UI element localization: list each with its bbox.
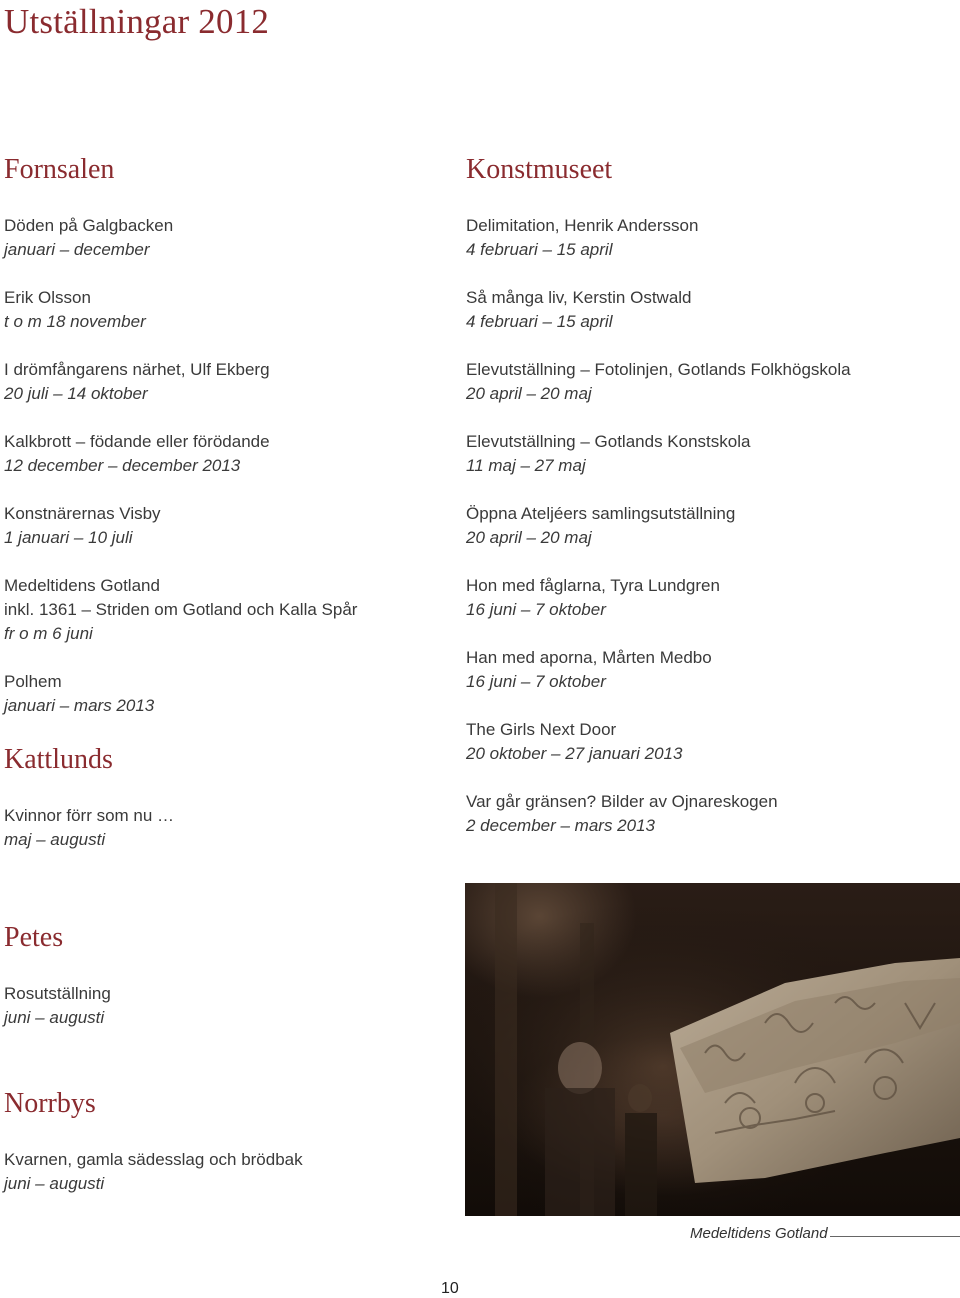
list-item [4, 286, 444, 334]
exhibition-date: juni – augusti [4, 1008, 105, 1027]
list-item [466, 646, 946, 694]
list-item [4, 804, 444, 852]
exhibition-date: 11 maj – 27 maj [466, 456, 586, 475]
list-item [466, 214, 946, 262]
exhibition-subtitle: inkl. 1361 – Striden om Gotland och Kalla Spår [4, 600, 358, 619]
exhibition-date: januari – december [4, 240, 150, 259]
exhibition-date: 1 januari – 10 juli [4, 528, 133, 547]
left-column [4, 152, 444, 876]
exhibition-name: Så många liv, Kerstin Ostwald [466, 288, 692, 307]
section-title-kattlunds: Kattlunds [4, 744, 113, 775]
list-item [466, 286, 946, 334]
exhibition-date: 20 juli – 14 oktober [4, 384, 148, 403]
exhibition-name: Döden på Galgbacken [4, 216, 174, 235]
exhibition-date: fr o m 6 juni [4, 624, 93, 643]
exhibition-date: maj – augusti [4, 830, 106, 849]
page-number: 10 [441, 1280, 459, 1297]
exhibition-name: Han med aporna, Mårten Medbo [466, 648, 712, 667]
list-item [4, 358, 444, 406]
exhibition-date: t o m 18 november [4, 312, 146, 331]
exhibition-date: 16 juni – 7 oktober [466, 600, 606, 619]
exhibition-name: The Girls Next Door [466, 720, 617, 739]
exhibition-name: Polhem [4, 672, 62, 691]
exhibition-name: Medeltidens Gotland [4, 576, 160, 595]
exhibition-name: Kvarnen, gamla sädesslag och brödbak [4, 1150, 303, 1169]
exhibition-date: 20 oktober – 27 januari 2013 [466, 744, 683, 763]
lower-left-column [4, 920, 444, 1220]
section-title-norrbys: Norrbys [4, 1088, 96, 1119]
list-item [466, 790, 946, 838]
list-item [4, 982, 444, 1030]
caption-rule [830, 1236, 960, 1237]
exhibition-date: juni – augusti [4, 1174, 105, 1193]
exhibition-date: 12 december – december 2013 [4, 456, 241, 475]
exhibition-name: Erik Olsson [4, 288, 91, 307]
exhibition-date: 20 april – 20 maj [466, 528, 592, 547]
list-item [4, 502, 444, 550]
exhibition-name: I drömfångarens närhet, Ulf Ekberg [4, 360, 270, 379]
exhibition-date: 20 april – 20 maj [466, 384, 592, 403]
section-title-petes: Petes [4, 922, 64, 953]
section-title-fornsalen: Fornsalen [4, 154, 115, 185]
list-item [4, 574, 444, 646]
exhibition-name: Var går gränsen? Bilder av Ojnareskogen [466, 792, 778, 811]
exhibition-date: 16 juni – 7 oktober [466, 672, 606, 691]
list-item [466, 574, 946, 622]
photo-caption-text: Medeltidens Gotland [690, 1224, 828, 1242]
list-item [4, 670, 444, 718]
exhibition-name: Kalkbrott – födande eller förödande [4, 432, 270, 451]
exhibition-name: Kvinnor förr som nu … [4, 806, 175, 825]
list-item [4, 1148, 444, 1196]
exhibition-name: Konstnärernas Visby [4, 504, 161, 523]
exhibition-date: 2 december – mars 2013 [466, 816, 655, 835]
list-item [4, 214, 444, 262]
exhibition-name: Delimitation, Henrik Andersson [466, 216, 699, 235]
exhibition-name: Elevutställning – Gotlands Konstskola [466, 432, 751, 451]
exhibition-name: Öppna Ateljéers samlingsutställning [466, 504, 736, 523]
exhibition-name: Rosutställning [4, 984, 111, 1003]
exhibition-date: januari – mars 2013 [4, 696, 155, 715]
section-title-konstmuseet: Konstmuseet [466, 154, 613, 185]
exhibition-date: 4 februari – 15 april [466, 240, 613, 259]
list-item [466, 502, 946, 550]
list-item [466, 718, 946, 766]
photo-caption [690, 1222, 960, 1244]
right-column [466, 152, 946, 862]
exhibition-name: Elevutställning – Fotolinjen, Gotlands Folkhögskola [466, 360, 851, 379]
list-item [466, 430, 946, 478]
photo-medieval-stone [465, 883, 960, 1216]
exhibition-name: Hon med fåglarna, Tyra Lundgren [466, 576, 720, 595]
list-item [466, 358, 946, 406]
exhibition-date: 4 februari – 15 april [466, 312, 613, 331]
page-title: Utställningar 2012 [4, 2, 270, 41]
list-item [4, 430, 444, 478]
